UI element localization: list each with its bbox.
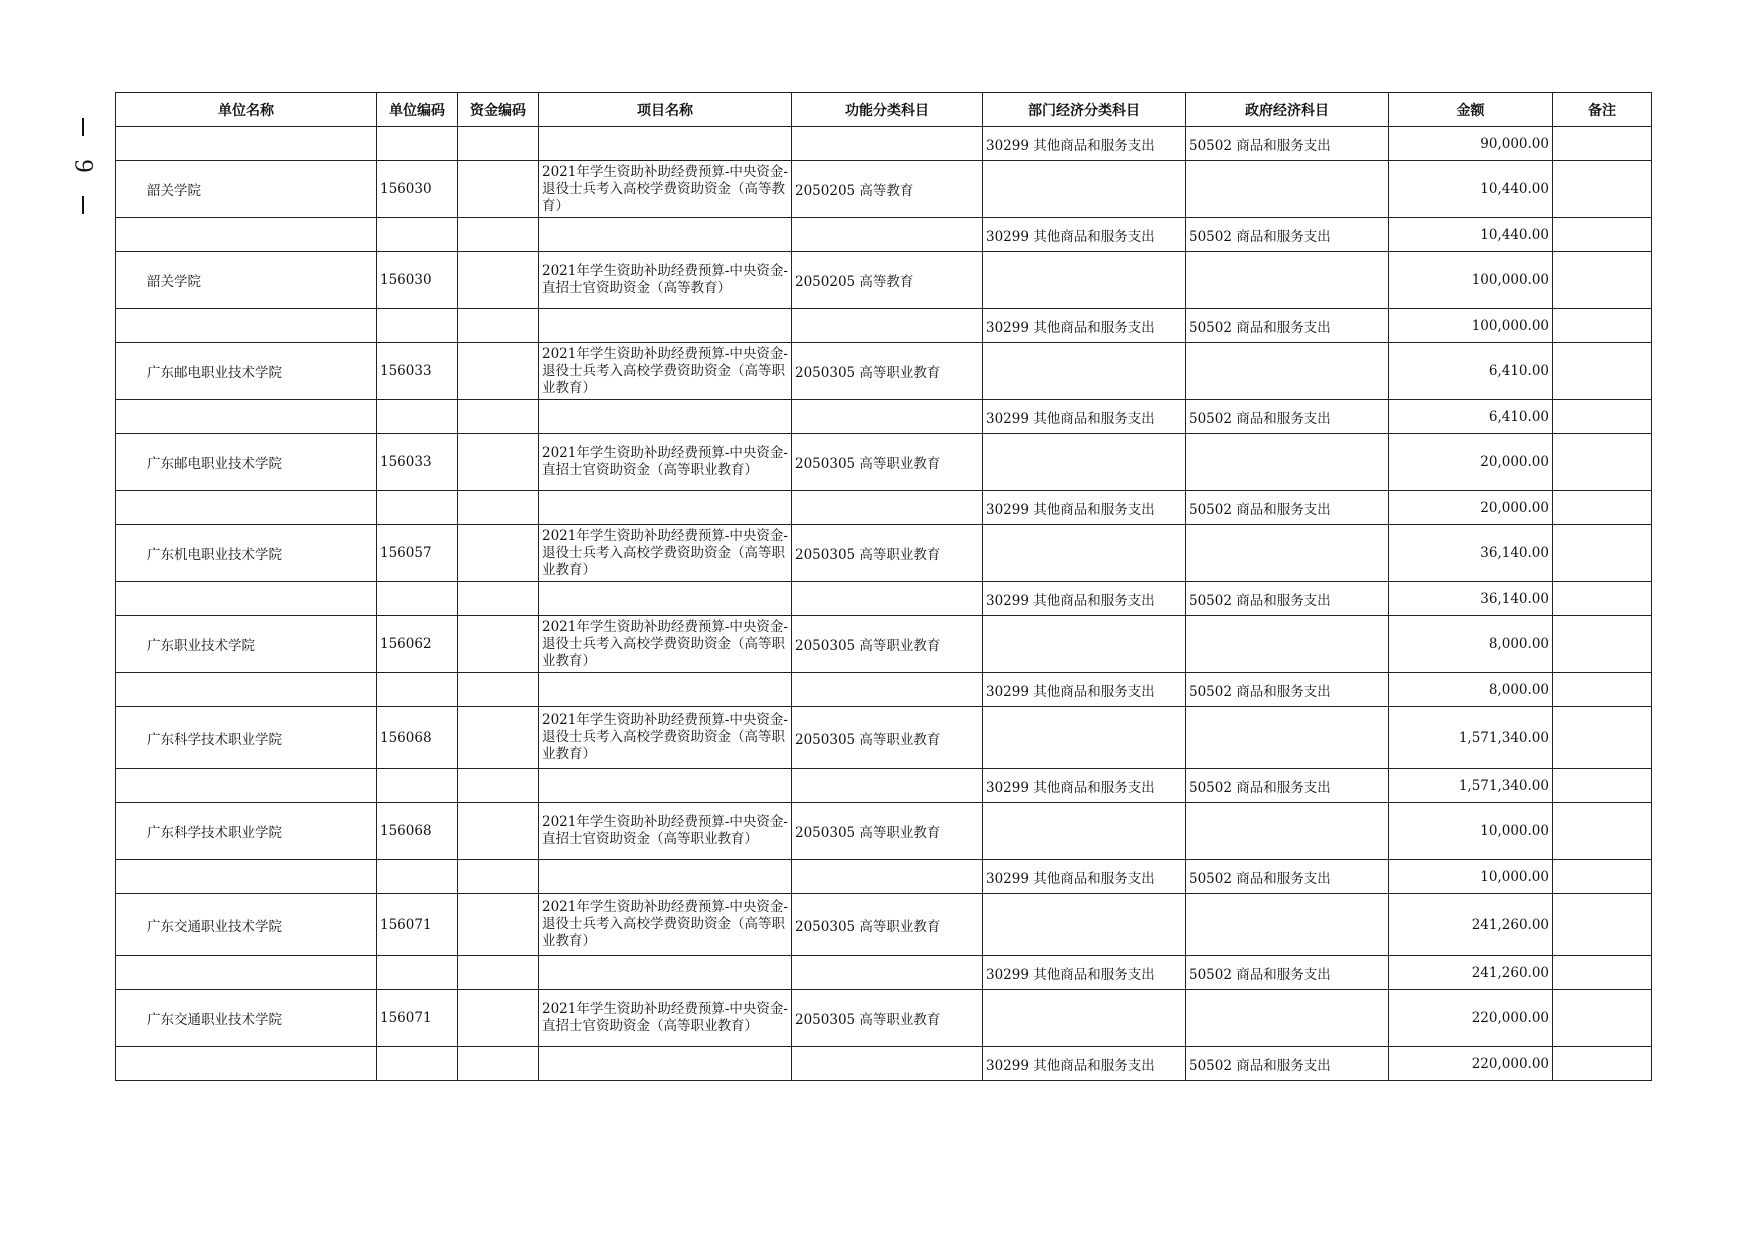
cell-amount: 8,000.00 (1389, 673, 1553, 707)
cell-function-category (792, 582, 983, 616)
header-remarks: 备注 (1553, 93, 1652, 127)
cell-fund-code (458, 582, 539, 616)
cell-dept-economic-category: 30299 其他商品和服务支出 (983, 673, 1186, 707)
cell-project-name (539, 860, 792, 894)
cell-dept-economic-category: 30299 其他商品和服务支出 (983, 1047, 1186, 1081)
cell-amount: 36,140.00 (1389, 582, 1553, 616)
cell-unit-code: 156068 (377, 803, 458, 860)
cell-unit-code: 156057 (377, 525, 458, 582)
cell-project-name: 2021年学生资助补助经费预算-中央资金-退役士兵考入高校学费资助资金（高等职业教育） (539, 707, 792, 769)
cell-remarks (1553, 434, 1652, 491)
cell-unit-name: 广东科学技术职业学院 (116, 803, 377, 860)
cell-function-category (792, 127, 983, 161)
table-row (116, 1047, 1652, 1081)
table-row (116, 673, 1652, 707)
cell-project-name (539, 400, 792, 434)
cell-remarks (1553, 491, 1652, 525)
table-row (116, 803, 1652, 860)
cell-unit-code: 156068 (377, 707, 458, 769)
cell-function-category (792, 1047, 983, 1081)
cell-project-name: 2021年学生资助补助经费预算-中央资金-直招士官资助资金（高等职业教育） (539, 434, 792, 491)
cell-project-name: 2021年学生资助补助经费预算-中央资金-直招士官资助资金（高等职业教育） (539, 803, 792, 860)
cell-project-name (539, 309, 792, 343)
cell-amount: 6,410.00 (1389, 400, 1553, 434)
cell-unit-name (116, 309, 377, 343)
header-fund-code: 资金编码 (458, 93, 539, 127)
table-row (116, 252, 1652, 309)
cell-function-category: 2050305 高等职业教育 (792, 803, 983, 860)
cell-remarks (1553, 707, 1652, 769)
table-row (116, 707, 1652, 769)
cell-function-category: 2050205 高等教育 (792, 252, 983, 309)
cell-gov-economic-category (1186, 161, 1389, 218)
cell-dept-economic-category (983, 525, 1186, 582)
cell-unit-code (377, 218, 458, 252)
page-number-dash-top (82, 118, 84, 136)
cell-remarks (1553, 161, 1652, 218)
cell-gov-economic-category: 50502 商品和服务支出 (1186, 218, 1389, 252)
cell-fund-code (458, 400, 539, 434)
cell-function-category: 2050205 高等教育 (792, 161, 983, 218)
cell-project-name (539, 491, 792, 525)
cell-gov-economic-category: 50502 商品和服务支出 (1186, 1047, 1389, 1081)
cell-amount: 20,000.00 (1389, 434, 1553, 491)
cell-gov-economic-category: 50502 商品和服务支出 (1186, 673, 1389, 707)
header-unit-code: 单位编码 (377, 93, 458, 127)
table-row (116, 161, 1652, 218)
cell-project-name (539, 769, 792, 803)
cell-dept-economic-category (983, 434, 1186, 491)
cell-unit-code (377, 1047, 458, 1081)
cell-amount: 1,571,340.00 (1389, 707, 1553, 769)
cell-fund-code (458, 434, 539, 491)
cell-project-name: 2021年学生资助补助经费预算-中央资金-退役士兵考入高校学费资助资金（高等教育） (539, 161, 792, 218)
cell-unit-code (377, 769, 458, 803)
cell-gov-economic-category: 50502 商品和服务支出 (1186, 309, 1389, 343)
cell-unit-name (116, 956, 377, 990)
cell-project-name: 2021年学生资助补助经费预算-中央资金-退役士兵考入高校学费资助资金（高等职业教育） (539, 343, 792, 400)
cell-unit-name (116, 769, 377, 803)
cell-fund-code (458, 860, 539, 894)
cell-amount: 8,000.00 (1389, 616, 1553, 673)
cell-amount: 100,000.00 (1389, 309, 1553, 343)
cell-fund-code (458, 343, 539, 400)
table-body (116, 127, 1652, 1081)
cell-function-category (792, 218, 983, 252)
cell-fund-code (458, 309, 539, 343)
cell-remarks (1553, 769, 1652, 803)
table-row (116, 525, 1652, 582)
cell-unit-code: 156033 (377, 343, 458, 400)
cell-unit-code (377, 127, 458, 161)
cell-fund-code (458, 956, 539, 990)
cell-project-name (539, 127, 792, 161)
cell-remarks (1553, 218, 1652, 252)
cell-gov-economic-category: 50502 商品和服务支出 (1186, 582, 1389, 616)
cell-unit-name (116, 860, 377, 894)
cell-remarks (1553, 616, 1652, 673)
cell-dept-economic-category: 30299 其他商品和服务支出 (983, 582, 1186, 616)
cell-fund-code (458, 491, 539, 525)
table-row (116, 956, 1652, 990)
cell-function-category: 2050305 高等职业教育 (792, 894, 983, 956)
cell-remarks (1553, 860, 1652, 894)
cell-gov-economic-category (1186, 990, 1389, 1047)
cell-unit-code (377, 673, 458, 707)
cell-project-name: 2021年学生资助补助经费预算-中央资金-退役士兵考入高校学费资助资金（高等职业教育） (539, 616, 792, 673)
cell-function-category (792, 400, 983, 434)
cell-unit-name: 广东交通职业技术学院 (116, 990, 377, 1047)
cell-fund-code (458, 803, 539, 860)
cell-project-name: 2021年学生资助补助经费预算-中央资金-退役士兵考入高校学费资助资金（高等职业教育） (539, 894, 792, 956)
cell-unit-name (116, 673, 377, 707)
cell-remarks (1553, 1047, 1652, 1081)
cell-amount: 241,260.00 (1389, 894, 1553, 956)
cell-gov-economic-category: 50502 商品和服务支出 (1186, 769, 1389, 803)
cell-fund-code (458, 1047, 539, 1081)
table-row (116, 582, 1652, 616)
cell-dept-economic-category (983, 343, 1186, 400)
cell-unit-code: 156030 (377, 161, 458, 218)
cell-unit-code: 156062 (377, 616, 458, 673)
cell-dept-economic-category (983, 990, 1186, 1047)
table-row (116, 990, 1652, 1047)
cell-unit-name: 广东邮电职业技术学院 (116, 343, 377, 400)
table-row (116, 309, 1652, 343)
cell-unit-code (377, 956, 458, 990)
cell-amount: 10,440.00 (1389, 161, 1553, 218)
page-number-dash-bottom (82, 196, 84, 214)
cell-remarks (1553, 582, 1652, 616)
cell-gov-economic-category (1186, 252, 1389, 309)
cell-fund-code (458, 673, 539, 707)
cell-gov-economic-category (1186, 894, 1389, 956)
cell-function-category (792, 956, 983, 990)
cell-amount: 241,260.00 (1389, 956, 1553, 990)
cell-function-category: 2050305 高等职业教育 (792, 616, 983, 673)
cell-gov-economic-category: 50502 商品和服务支出 (1186, 491, 1389, 525)
cell-unit-code: 156071 (377, 894, 458, 956)
cell-fund-code (458, 525, 539, 582)
cell-gov-economic-category (1186, 343, 1389, 400)
cell-function-category (792, 860, 983, 894)
cell-remarks (1553, 803, 1652, 860)
page-number-digit: 9 (69, 159, 98, 173)
cell-dept-economic-category: 30299 其他商品和服务支出 (983, 218, 1186, 252)
cell-dept-economic-category: 30299 其他商品和服务支出 (983, 309, 1186, 343)
cell-dept-economic-category: 30299 其他商品和服务支出 (983, 769, 1186, 803)
header-amount: 金额 (1389, 93, 1553, 127)
cell-gov-economic-category: 50502 商品和服务支出 (1186, 860, 1389, 894)
page-number (68, 118, 98, 214)
cell-amount: 220,000.00 (1389, 1047, 1553, 1081)
cell-function-category: 2050305 高等职业教育 (792, 343, 983, 400)
cell-remarks (1553, 343, 1652, 400)
cell-unit-name (116, 218, 377, 252)
cell-unit-name (116, 491, 377, 525)
cell-dept-economic-category (983, 803, 1186, 860)
cell-function-category (792, 491, 983, 525)
table-row (116, 127, 1652, 161)
table-row (116, 616, 1652, 673)
cell-unit-code (377, 309, 458, 343)
cell-project-name (539, 956, 792, 990)
cell-fund-code (458, 252, 539, 309)
cell-function-category (792, 309, 983, 343)
cell-unit-name: 韶关学院 (116, 252, 377, 309)
cell-fund-code (458, 616, 539, 673)
cell-fund-code (458, 161, 539, 218)
budget-table (115, 92, 1652, 1081)
cell-amount: 90,000.00 (1389, 127, 1553, 161)
cell-fund-code (458, 894, 539, 956)
cell-unit-code: 156071 (377, 990, 458, 1047)
cell-gov-economic-category: 50502 商品和服务支出 (1186, 127, 1389, 161)
cell-function-category (792, 673, 983, 707)
cell-gov-economic-category (1186, 616, 1389, 673)
table-row (116, 400, 1652, 434)
cell-unit-name: 广东职业技术学院 (116, 616, 377, 673)
cell-dept-economic-category (983, 707, 1186, 769)
cell-unit-name: 广东交通职业技术学院 (116, 894, 377, 956)
table-header-row (116, 93, 1652, 127)
cell-unit-name: 广东机电职业技术学院 (116, 525, 377, 582)
cell-dept-economic-category (983, 161, 1186, 218)
cell-fund-code (458, 990, 539, 1047)
cell-remarks (1553, 252, 1652, 309)
cell-project-name (539, 582, 792, 616)
cell-unit-code: 156030 (377, 252, 458, 309)
cell-gov-economic-category (1186, 525, 1389, 582)
cell-remarks (1553, 127, 1652, 161)
cell-remarks (1553, 894, 1652, 956)
cell-unit-name: 广东邮电职业技术学院 (116, 434, 377, 491)
cell-dept-economic-category: 30299 其他商品和服务支出 (983, 127, 1186, 161)
cell-amount: 100,000.00 (1389, 252, 1553, 309)
cell-gov-economic-category (1186, 434, 1389, 491)
cell-unit-code: 156033 (377, 434, 458, 491)
table-row (116, 343, 1652, 400)
cell-dept-economic-category (983, 894, 1186, 956)
cell-unit-name (116, 1047, 377, 1081)
table-row (116, 769, 1652, 803)
header-dept-economic-category: 部门经济分类科目 (983, 93, 1186, 127)
cell-project-name: 2021年学生资助补助经费预算-中央资金-直招士官资助资金（高等教育） (539, 252, 792, 309)
cell-unit-code (377, 860, 458, 894)
table-row (116, 434, 1652, 491)
cell-remarks (1553, 400, 1652, 434)
header-unit-name: 单位名称 (116, 93, 377, 127)
cell-unit-name (116, 582, 377, 616)
table-row (116, 894, 1652, 956)
cell-remarks (1553, 956, 1652, 990)
cell-dept-economic-category: 30299 其他商品和服务支出 (983, 400, 1186, 434)
cell-unit-name (116, 127, 377, 161)
cell-amount: 1,571,340.00 (1389, 769, 1553, 803)
cell-unit-name (116, 400, 377, 434)
cell-dept-economic-category: 30299 其他商品和服务支出 (983, 956, 1186, 990)
cell-fund-code (458, 127, 539, 161)
cell-remarks (1553, 525, 1652, 582)
cell-fund-code (458, 769, 539, 803)
cell-dept-economic-category (983, 616, 1186, 673)
cell-amount: 20,000.00 (1389, 491, 1553, 525)
cell-dept-economic-category: 30299 其他商品和服务支出 (983, 860, 1186, 894)
cell-remarks (1553, 309, 1652, 343)
cell-dept-economic-category: 30299 其他商品和服务支出 (983, 491, 1186, 525)
cell-project-name (539, 673, 792, 707)
cell-amount: 10,000.00 (1389, 860, 1553, 894)
cell-amount: 6,410.00 (1389, 343, 1553, 400)
cell-function-category: 2050305 高等职业教育 (792, 434, 983, 491)
cell-project-name: 2021年学生资助补助经费预算-中央资金-退役士兵考入高校学费资助资金（高等职业教育） (539, 525, 792, 582)
cell-function-category (792, 769, 983, 803)
table-row (116, 860, 1652, 894)
cell-unit-name: 韶关学院 (116, 161, 377, 218)
cell-amount: 10,440.00 (1389, 218, 1553, 252)
cell-project-name (539, 1047, 792, 1081)
table-row (116, 491, 1652, 525)
cell-unit-name: 广东科学技术职业学院 (116, 707, 377, 769)
cell-function-category: 2050305 高等职业教育 (792, 707, 983, 769)
cell-gov-economic-category: 50502 商品和服务支出 (1186, 400, 1389, 434)
table-row (116, 218, 1652, 252)
cell-fund-code (458, 218, 539, 252)
cell-gov-economic-category (1186, 803, 1389, 860)
cell-dept-economic-category (983, 252, 1186, 309)
cell-project-name: 2021年学生资助补助经费预算-中央资金-直招士官资助资金（高等职业教育） (539, 990, 792, 1047)
cell-amount: 10,000.00 (1389, 803, 1553, 860)
cell-unit-code (377, 400, 458, 434)
cell-amount: 220,000.00 (1389, 990, 1553, 1047)
cell-remarks (1553, 990, 1652, 1047)
cell-fund-code (458, 707, 539, 769)
cell-unit-code (377, 582, 458, 616)
header-project-name: 项目名称 (539, 93, 792, 127)
cell-gov-economic-category: 50502 商品和服务支出 (1186, 956, 1389, 990)
cell-gov-economic-category (1186, 707, 1389, 769)
header-function-category: 功能分类科目 (792, 93, 983, 127)
cell-function-category: 2050305 高等职业教育 (792, 525, 983, 582)
cell-function-category: 2050305 高等职业教育 (792, 990, 983, 1047)
cell-unit-code (377, 491, 458, 525)
cell-project-name (539, 218, 792, 252)
cell-remarks (1553, 673, 1652, 707)
header-gov-economic-category: 政府经济科目 (1186, 93, 1389, 127)
cell-amount: 36,140.00 (1389, 525, 1553, 582)
